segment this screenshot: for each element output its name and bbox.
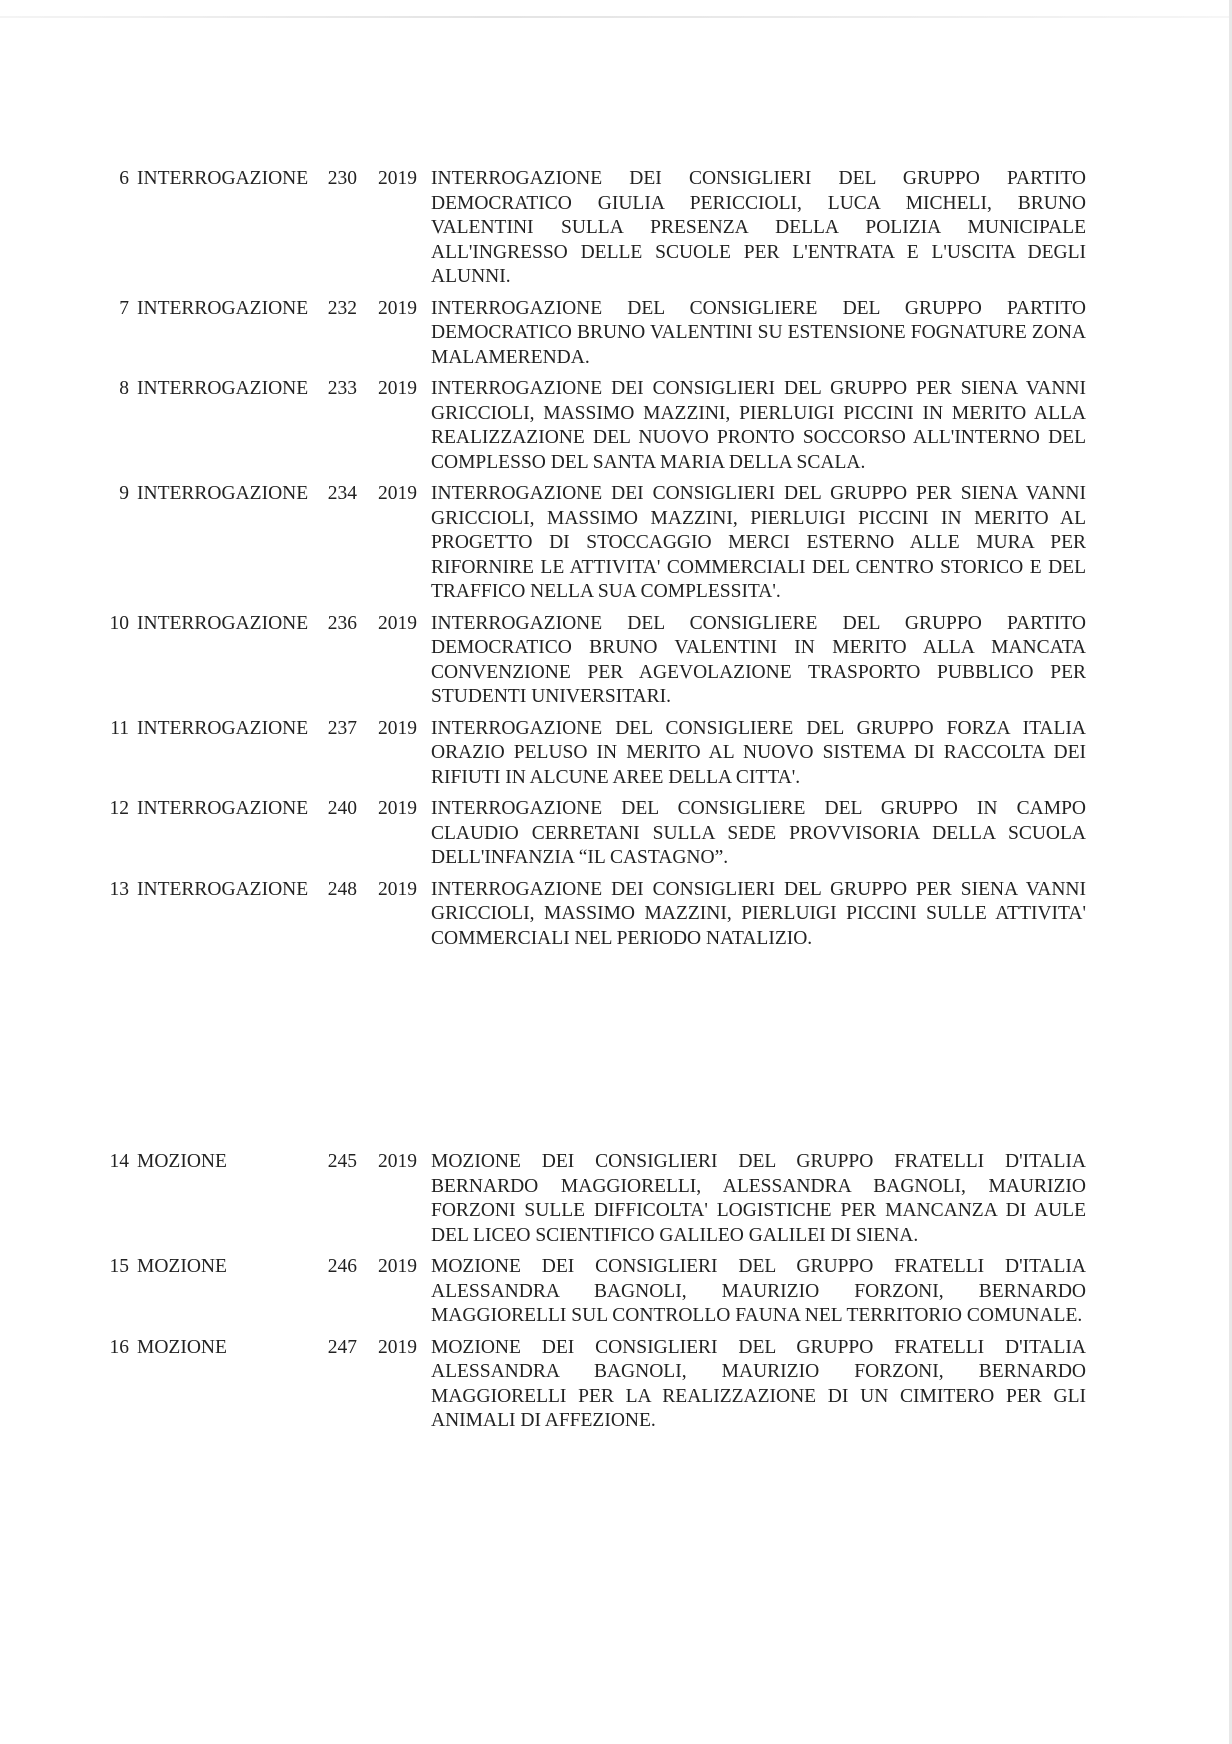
item-year: 2019 xyxy=(378,798,417,819)
item-number: 10 xyxy=(109,612,129,634)
item-code: 237 xyxy=(327,717,357,739)
item-number: 12 xyxy=(109,798,129,819)
item-type: INTERROGAZIONE xyxy=(137,878,309,900)
agenda-item-6 xyxy=(0,167,1232,290)
item-description: MOZIONE DEI CONSIGLIERI DEL GRUPPO FRATELLI D'ITALIA ALESSANDRA BAGNOLI, MAURIZIO FORZONI, BERNARDO MAGGIORELLI SUL CONTROLLO FAUNA NEL TERRITORIO COMUNALE. xyxy=(431,1256,1086,1326)
agenda-item-11 xyxy=(0,717,1232,791)
agenda-item-10 xyxy=(0,612,1232,710)
item-year: 2019 xyxy=(378,297,417,319)
item-number: 15 xyxy=(109,1256,129,1277)
item-code: 234 xyxy=(327,483,357,504)
item-number: 6 xyxy=(119,168,129,189)
item-type: MOZIONE xyxy=(137,1336,227,1358)
agenda-item-16 xyxy=(0,1336,1232,1434)
item-type: INTERROGAZIONE xyxy=(137,168,309,189)
item-code: 236 xyxy=(327,612,357,634)
item-number: 11 xyxy=(110,717,129,739)
item-code: 245 xyxy=(327,1151,357,1172)
item-code: 232 xyxy=(327,297,357,319)
item-type: INTERROGAZIONE xyxy=(137,798,309,819)
item-code: 240 xyxy=(327,798,357,819)
item-year: 2019 xyxy=(378,717,417,739)
agenda-item-13 xyxy=(0,878,1232,952)
item-description: MOZIONE DEI CONSIGLIERI DEL GRUPPO FRATELLI D'ITALIA BERNARDO MAGGIORELLI, ALESSANDRA BAGNOLI, MAURIZIO FORZONI SULLE DIFFICOLTA' LOGISTICHE PER MANCANZA DI AULE DEL LICEO SCIENTIFICO GALILEO GALILEI DI SIENA. xyxy=(431,1151,1086,1246)
item-code: 248 xyxy=(327,878,357,900)
item-year: 2019 xyxy=(378,1336,417,1358)
item-year: 2019 xyxy=(378,483,417,504)
item-code: 246 xyxy=(327,1256,357,1277)
item-type: MOZIONE xyxy=(137,1256,227,1277)
item-type: INTERROGAZIONE xyxy=(137,717,309,739)
scan-top-edge xyxy=(0,16,1232,18)
item-description: INTERROGAZIONE DEL CONSIGLIERE DEL GRUPPO PARTITO DEMOCRATICO BRUNO VALENTINI IN MERITO ALLA MANCATA CONVENZIONE PER AGEVOLAZIONE TRASPORTO PUBBLICO PER STUDENTI UNIVERSITARI. xyxy=(431,612,1086,707)
item-description: INTERROGAZIONE DEI CONSIGLIERI DEL GRUPPO PARTITO DEMOCRATICO GIULIA PERICCIOLI, LUCA MICHELI, BRUNO VALENTINI SULLA PRESENZA DELLA POLIZIA MUNICIPALE ALL'INGRESSO DELLE SCUOLE PER L'ENTRATA E L'USCITA DEGLI ALUNNI. xyxy=(431,168,1086,287)
item-description: INTERROGAZIONE DEI CONSIGLIERI DEL GRUPPO PER SIENA VANNI GRICCIOLI, MASSIMO MAZZINI, PIERLUIGI PICCINI IN MERITO ALLA REALIZZAZIONE DEL NUOVO PRONTO SOCCORSO ALL'INTERNO DEL COMPLESSO DEL SANTA MARIA DELLA SCALA. xyxy=(431,378,1086,473)
item-number: 14 xyxy=(109,1151,129,1172)
item-description: INTERROGAZIONE DEL CONSIGLIERE DEL GRUPPO PARTITO DEMOCRATICO BRUNO VALENTINI SU ESTENSIONE FOGNATURE ZONA MALAMERENDA. xyxy=(431,297,1086,368)
item-number: 16 xyxy=(109,1336,129,1358)
item-number: 13 xyxy=(109,878,129,900)
item-year: 2019 xyxy=(378,1151,417,1172)
item-type: INTERROGAZIONE xyxy=(137,297,309,319)
interrogazioni-list xyxy=(0,167,1232,958)
item-number: 9 xyxy=(119,483,129,504)
item-description: INTERROGAZIONE DEL CONSIGLIERE DEL GRUPPO FORZA ITALIA ORAZIO PELUSO IN MERITO AL NUOVO SISTEMA DI RACCOLTA DEI RIFIUTI IN ALCUNE AREE DELLA CITTA'. xyxy=(431,717,1086,788)
item-year: 2019 xyxy=(378,168,417,189)
mozioni-list xyxy=(0,1150,1232,1441)
agenda-item-8 xyxy=(0,377,1232,475)
item-year: 2019 xyxy=(378,378,417,399)
item-number: 8 xyxy=(119,378,129,399)
agenda-item-15 xyxy=(0,1255,1232,1329)
item-number: 7 xyxy=(119,297,129,319)
item-type: MOZIONE xyxy=(137,1151,227,1172)
item-description: INTERROGAZIONE DEL CONSIGLIERE DEL GRUPPO IN CAMPO CLAUDIO CERRETANI SULLA SEDE PROVVISORIA DELLA SCUOLA DELL'INFANZIA “IL CASTAGNO”. xyxy=(431,798,1086,868)
item-type: INTERROGAZIONE xyxy=(137,612,309,634)
item-type: INTERROGAZIONE xyxy=(137,483,309,504)
item-description: MOZIONE DEI CONSIGLIERI DEL GRUPPO FRATELLI D'ITALIA ALESSANDRA BAGNOLI, MAURIZIO FORZONI, BERNARDO MAGGIORELLI PER LA REALIZZAZIONE DI UN CIMITERO PER GLI ANIMALI DI AFFEZIONE. xyxy=(431,1336,1086,1431)
item-description: INTERROGAZIONE DEI CONSIGLIERI DEL GRUPPO PER SIENA VANNI GRICCIOLI, MASSIMO MAZZINI, PIERLUIGI PICCINI IN MERITO AL PROGETTO DI STOCCAGGIO MERCI ESTERNO ALLE MURA PER RIFORNIRE LE ATTIVITA' COMMERCIALI DEL CENTRO STORICO E DEL TRAFFICO NELLA SUA COMPLESSITA'. xyxy=(431,483,1086,602)
item-type: INTERROGAZIONE xyxy=(137,378,309,399)
item-code: 233 xyxy=(327,378,357,399)
item-year: 2019 xyxy=(378,878,417,900)
item-year: 2019 xyxy=(378,612,417,634)
item-code: 230 xyxy=(327,168,357,189)
agenda-item-9 xyxy=(0,482,1232,605)
item-description: INTERROGAZIONE DEI CONSIGLIERI DEL GRUPPO PER SIENA VANNI GRICCIOLI, MASSIMO MAZZINI, PIERLUIGI PICCINI SULLE ATTIVITA' COMMERCIALI NEL PERIODO NATALIZIO. xyxy=(431,878,1086,949)
item-code: 247 xyxy=(327,1336,357,1358)
agenda-item-12 xyxy=(0,797,1232,871)
item-year: 2019 xyxy=(378,1256,417,1277)
agenda-item-7 xyxy=(0,297,1232,371)
agenda-item-14 xyxy=(0,1150,1232,1248)
